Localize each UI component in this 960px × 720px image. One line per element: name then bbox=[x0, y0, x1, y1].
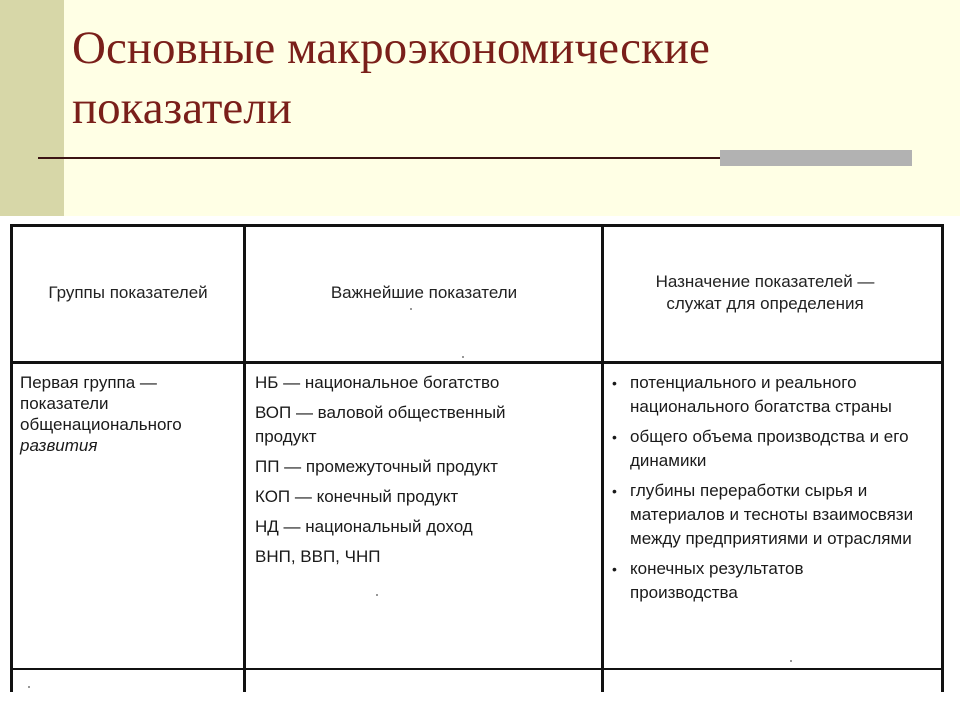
indicators-list-cell bbox=[255, 371, 585, 569]
purpose-text: потенциального и реального национального богатства страны bbox=[630, 373, 892, 416]
scan-speck bbox=[28, 686, 30, 688]
row-label-line-3: общенационального bbox=[20, 415, 182, 434]
indicators-table bbox=[0, 216, 960, 720]
table-left-border bbox=[10, 224, 13, 692]
list-item: КОП — конечный продукт bbox=[255, 487, 459, 506]
scan-speck bbox=[376, 594, 378, 596]
list-item: ПП — промежуточный продукт bbox=[255, 457, 498, 476]
scan-speck bbox=[790, 660, 792, 662]
title-line-1: Основные макроэкономические bbox=[72, 22, 710, 74]
bullet-icon: • bbox=[612, 483, 617, 499]
header-groups bbox=[14, 282, 242, 304]
list-item: НД — национальный доход bbox=[255, 517, 473, 536]
left-accent-bar bbox=[0, 0, 64, 216]
purposes-list-cell bbox=[612, 371, 922, 605]
bullet-icon: • bbox=[612, 429, 617, 445]
list-item: ВОП — валовой общественный продукт bbox=[255, 403, 506, 446]
purpose-text: глубины переработки сырья и материалов и тесноты взаимосвязи между предприятиями и отраслями bbox=[630, 481, 914, 548]
slide-title bbox=[72, 18, 932, 138]
list-item bbox=[612, 479, 915, 551]
purpose-text: общего объема производства и его динамики bbox=[630, 427, 909, 470]
header-groups-label: Группы показателей bbox=[48, 283, 208, 302]
header-purpose-label: Назначение показателей — служат для определения bbox=[655, 272, 875, 313]
list-item bbox=[612, 425, 920, 473]
table-bottom-border bbox=[10, 668, 944, 670]
purposes-list bbox=[612, 371, 922, 605]
header-purpose bbox=[630, 271, 900, 315]
list-item bbox=[612, 371, 900, 419]
row-label-line-2: показатели bbox=[20, 394, 109, 413]
table-top-border bbox=[10, 224, 944, 227]
scan-speck bbox=[410, 308, 412, 310]
indicators-list bbox=[255, 371, 585, 569]
title-line-2: показатели bbox=[72, 82, 292, 134]
row-label-line-4: развития bbox=[20, 436, 98, 455]
table-right-border bbox=[941, 224, 944, 692]
list-item: ВНП, ВВП, ЧНП bbox=[255, 547, 381, 566]
header-key-indicators bbox=[248, 282, 600, 304]
list-item: НБ — национальное богатство bbox=[255, 373, 500, 392]
bullet-icon: • bbox=[612, 561, 617, 577]
row-label-first-group bbox=[20, 372, 240, 456]
purpose-text: конечных результатов производства bbox=[630, 559, 804, 602]
row-label-line-1: Первая группа — bbox=[20, 373, 157, 392]
table-header-separator bbox=[10, 361, 944, 364]
bullet-icon: • bbox=[612, 375, 617, 391]
title-underline-accent bbox=[720, 150, 912, 166]
column-divider-2 bbox=[601, 224, 604, 692]
list-item bbox=[612, 557, 860, 605]
column-divider-1 bbox=[243, 224, 246, 692]
scan-speck bbox=[462, 356, 464, 358]
header-key-indicators-label: Важнейшие показатели bbox=[330, 283, 518, 302]
